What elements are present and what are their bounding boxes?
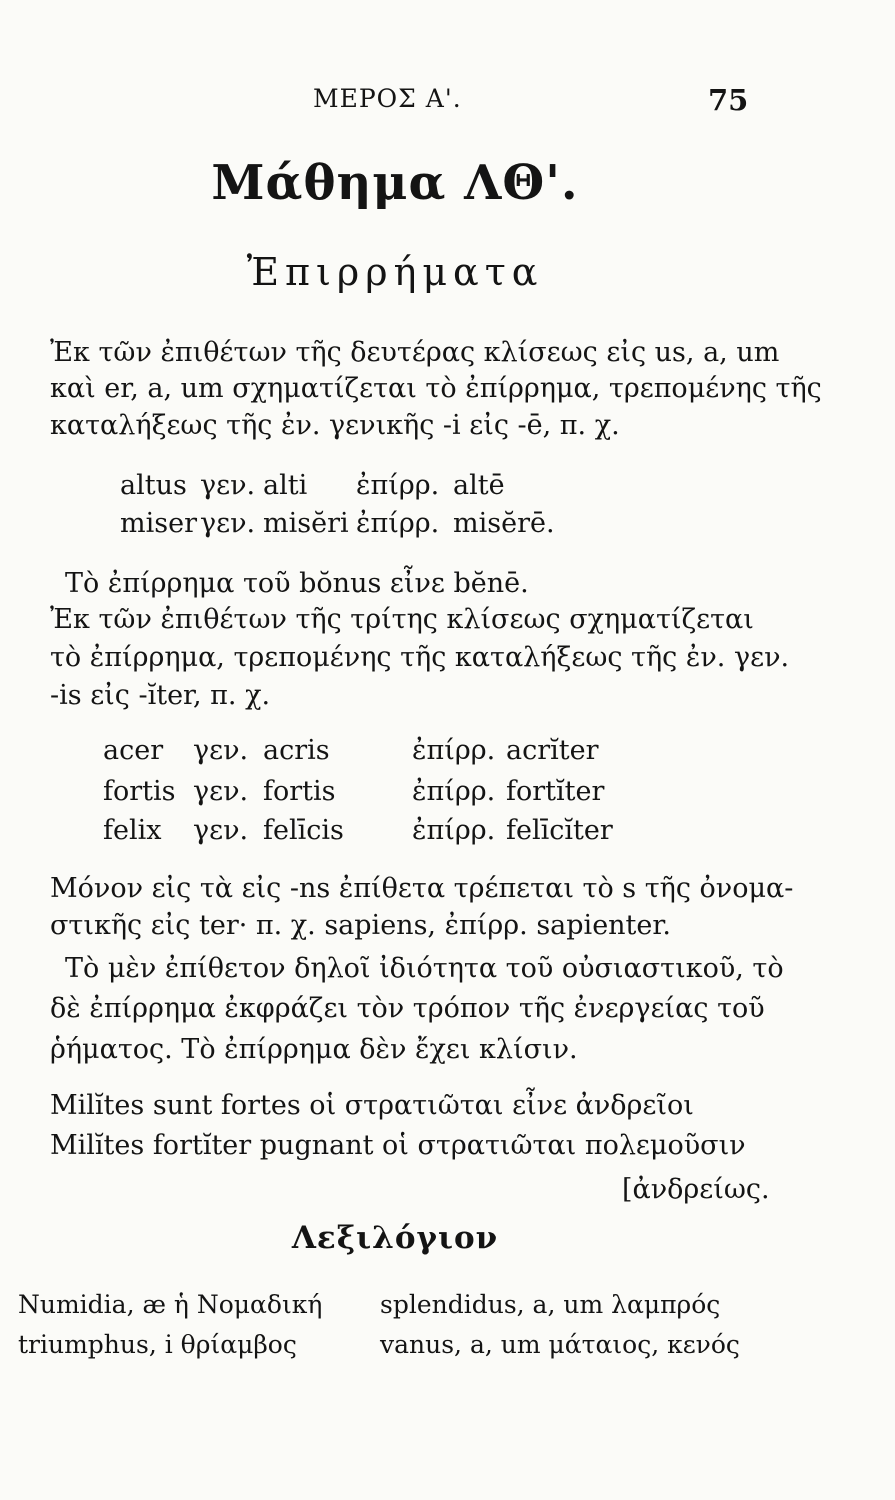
example-adv-abbr: ἐπίρρ. <box>412 815 496 846</box>
example-adv-abbr: ἐπίρρ. <box>356 508 440 539</box>
vocab-entry: splendidus, a, um λαμπρός <box>380 1290 721 1319</box>
example-gen: misĕri <box>263 508 349 539</box>
example-word: acer <box>103 735 164 766</box>
example-adv-abbr: ἐπίρρ. <box>412 776 496 807</box>
vocab-entry: triumphus, i θρίαμβος <box>18 1330 297 1359</box>
example-gen-abbr: γεν. <box>193 815 249 846</box>
example-gen: alti <box>263 470 308 501</box>
sentence-bonus: Τὸ ἐπίρρημα τοῦ bŏnus εἶνε bĕnē. <box>65 568 529 599</box>
example-gen: fortis <box>263 776 336 807</box>
section-title: Ἐπιρρήματα <box>246 250 544 294</box>
example-word: fortis <box>103 776 176 807</box>
bracket-continuation: [ἀνδρείως. <box>622 1174 770 1205</box>
paragraph3-line: Μόνον εἰς τὰ εἰς -ns ἐπίθετα τρέπεται τὸ s τῆς ὀνομα- <box>50 873 794 904</box>
example-adv: felīcĭter <box>506 815 613 846</box>
example-row <box>0 815 895 849</box>
example-gen-abbr: γεν. <box>200 470 256 501</box>
paragraph2-line: -is εἰς -ĭter, π. χ. <box>50 680 271 711</box>
vocabulary-title: Λεξιλόγιον <box>291 1220 499 1256</box>
example-gen: acris <box>263 735 330 766</box>
example-adv: fortĭter <box>506 776 605 807</box>
lesson-title: Μάθημα ΛΘ'. <box>211 155 579 211</box>
example-adv-abbr: ἐπίρρ. <box>412 735 496 766</box>
example-row <box>0 735 895 769</box>
page-number: 75 <box>708 83 749 117</box>
example-word: felix <box>103 815 162 846</box>
paragraph2-line: Ἐκ τῶν ἐπιθέτων τῆς τρίτης κλίσεως σχηματίζεται <box>50 604 754 635</box>
paragraph4-line: Τὸ μὲν ἐπίθετον δηλοῖ ἰδιότητα τοῦ οὐσιαστικοῦ, τὸ <box>65 953 784 984</box>
example-word: altus <box>120 470 187 501</box>
example-adv-abbr: ἐπίρρ. <box>356 470 440 501</box>
vocab-entry: vanus, a, um μάταιος, κενός <box>380 1330 740 1359</box>
example-row <box>0 470 895 504</box>
example-gen: felīcis <box>263 815 344 846</box>
paragraph4-line: δὲ ἐπίρρημα ἐκφράζει τὸν τρόπον τῆς ἐνεργείας τοῦ <box>50 993 765 1024</box>
running-title: ΜΕΡΟΣ Α'. <box>313 84 462 113</box>
example-adv: altē <box>453 470 505 501</box>
paragraph2-line: τὸ ἐπίρρημα, τρεπομένης τῆς καταλήξεως τῆς ἐν. γεν. <box>50 642 790 673</box>
vocab-entry: Numidia, æ ἡ Νομαδική <box>18 1290 323 1319</box>
paragraph1-line: Ἐκ τῶν ἐπιθέτων τῆς δευτέρας κλίσεως εἰς us, a, um <box>50 337 780 368</box>
paragraph1-line: καταλήξεως τῆς ἐν. γενικῆς -i εἰς -ē, π. χ. <box>50 410 620 441</box>
paragraph1-line: καὶ er, a, um σχηματίζεται τὸ ἐπίρρημα, τρεπομένης τῆς <box>50 373 822 404</box>
example-sentence: Milĭtes sunt fortes οἱ στρατιῶται εἶνε ἀνδρεῖοι <box>50 1090 694 1121</box>
example-gen-abbr: γεν. <box>200 508 256 539</box>
example-sentence: Milĭtes fortĭter pugnant οἱ στρατιῶται πολεμοῦσιν <box>50 1130 746 1161</box>
paragraph4-line: ῥήματος. Τὸ ἐπίρρημα δὲν ἔχει κλίσιν. <box>50 1034 578 1065</box>
example-gen-abbr: γεν. <box>193 776 249 807</box>
example-adv: acrĭter <box>506 735 599 766</box>
example-row <box>0 776 895 810</box>
paragraph3-line: στικῆς εἰς ter· π. χ. sapiens, ἐπίρρ. sapienter. <box>50 910 671 941</box>
example-word: miser <box>120 508 197 539</box>
example-row <box>0 508 895 542</box>
example-adv: misĕrē. <box>453 508 555 539</box>
example-gen-abbr: γεν. <box>193 735 249 766</box>
